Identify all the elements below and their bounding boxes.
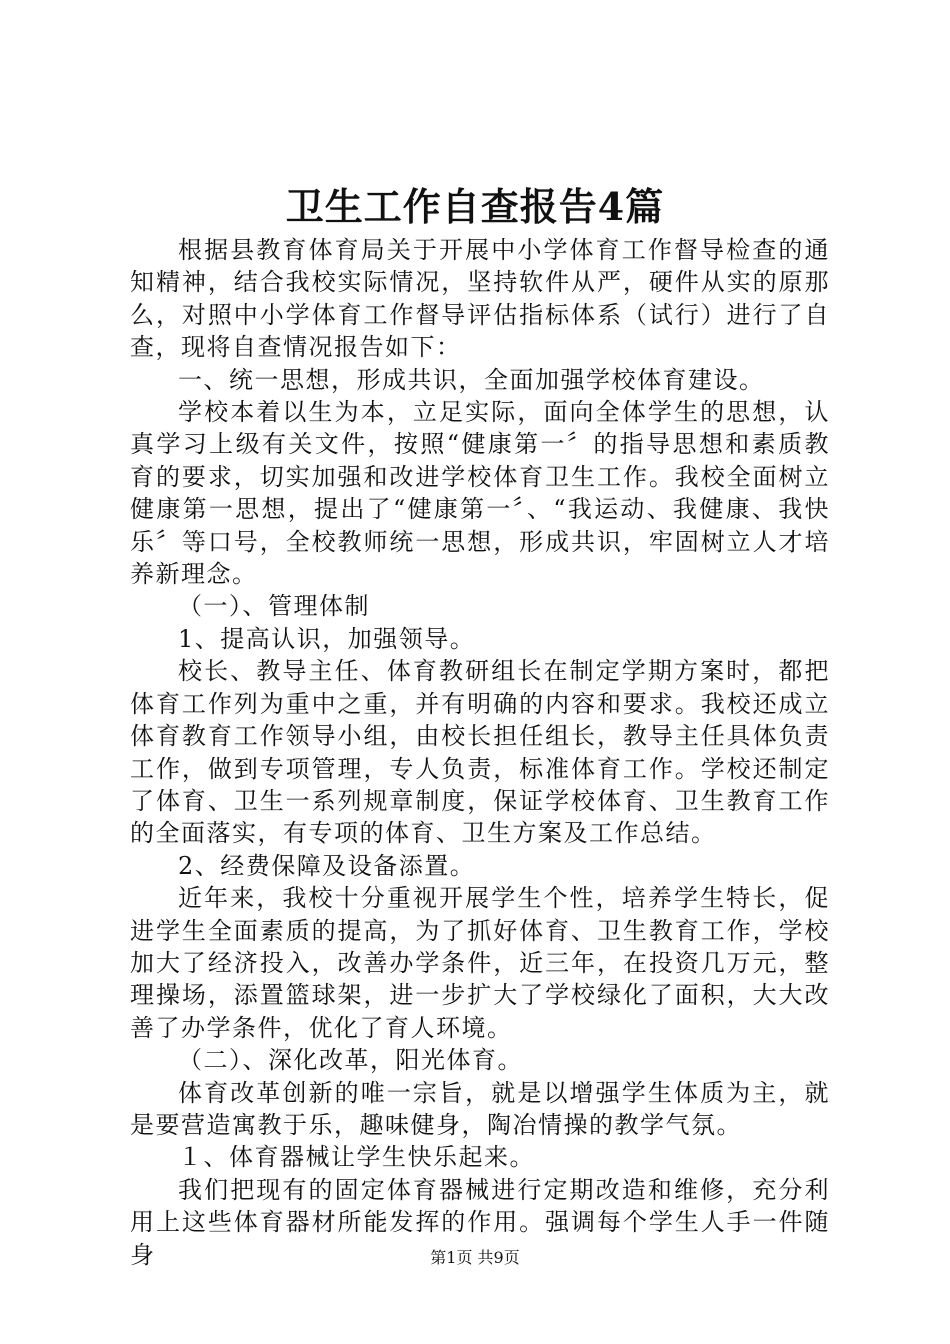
heading-equipment: １、体育器械让学生快乐起来。 [178,1143,535,1172]
heading-section-1: 一、统一思想，形成共识，全面加强学校体育建设。 [178,365,765,394]
paragraph-equipment: 我们把现有的固定体育器械进行定期改造和维修，充分利用上这些体育器材所能发挥的作用。强调每个学生人手一件随身 [130,1175,830,1269]
paragraph-intro: 根据县教育体育局关于开展中小学体育工作督导检查的通知精神，结合我校实际情况，坚持软件从严，硬件从实的原那么，对照中小学体育工作督导评估指标体系（试行）进行了自查，现将自查情况报告如下： [130,236,830,362]
document-body [130,234,830,1271]
heading-reform: （二）、深化改革，阳光体育。 [178,1046,523,1075]
document-title: 卫生工作自查报告4篇 [285,184,665,229]
paragraph-leadership: 校长、教导主任、体育教研组长在制定学期方案时，都把体育工作列为重中之重，并有明确的内容和要求。我校还成立体育教育工作领导小组，由校长担任组长，教导主任具体负责工作，做到专项管理，专人负责，标准体育工作。学校还制定了体育、卫生一系列规章制度，保证学校体育、卫生教育工作的全面落实，有专项的体育、卫生方案及工作总结。 [130,657,830,848]
paragraph-section-1: 学校本着以生为本，立足实际，面向全体学生的思想，认真学习上级有关文件，按照“健康第一〞的指导思想和素质教育的要求，切实加强和改进学校体育卫生工作。我校全面树立健康第一思想，提出了“健康第一〞、“我运动、我健康、我快乐〞等口号，全校教师统一思想，形成共识，牢固树立人才培养新理念。 [130,398,830,589]
heading-management-system: （一）、管理体制 [178,592,370,621]
paragraph-reform: 体育改革创新的唯一宗旨，就是以增强学生体质为主，就是要营造寓教于乐，趣味健身，陶冶情操的教学气氛。 [130,1078,830,1139]
page-number-footer: 第1页 共9页 [430,1248,520,1267]
paragraph-funding: 近年来，我校十分重视开展学生个性，培养学生特长，促进学生全面素质的提高，为了抓好体育、卫生教育工作，学校加大了经济投入，改善办学条件，近三年，在投资几万元，整理操场，添置篮球架，进一步扩大了学校绿化了面积，大大改善了办学条件，优化了育人环境。 [130,884,830,1042]
heading-funding: 2、经费保障及设备添置。 [178,851,476,880]
heading-leadership: 1、提高认识，加强领导。 [178,624,476,653]
